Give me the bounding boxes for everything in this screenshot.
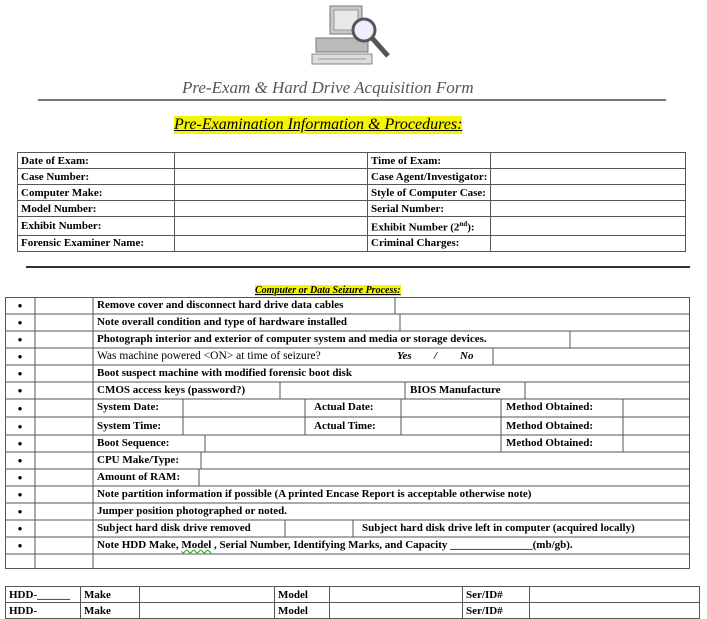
bios-label: BIOS Manufacture (410, 384, 501, 396)
hd-left-text: Subject hard disk drive left in computer (acquired locally) (362, 522, 635, 534)
table-row (6, 603, 700, 619)
model-number-label: Model Number: (18, 201, 175, 217)
hdd-label: HDD- (6, 603, 81, 619)
section-title: Pre-Examination Information & Procedures: (174, 116, 463, 133)
computer-make-field[interactable] (175, 185, 368, 201)
exhibit-number-2-label: Exhibit Number (2nd): (368, 217, 491, 236)
system-date-label: System Date: (97, 401, 160, 413)
table-row (18, 201, 686, 217)
model-number-field[interactable] (175, 201, 368, 217)
computer-magnifier-icon (308, 2, 408, 72)
boot-suspect-text: Boot suspect machine with modified forensic boot disk (97, 367, 352, 379)
exhibit-number-2-field[interactable] (491, 217, 686, 236)
form-title: Pre-Exam & Hard Drive Acquisition Form (182, 78, 474, 97)
hdd-model-field[interactable] (330, 587, 463, 603)
table-row (18, 153, 686, 169)
list-item: • (17, 487, 23, 502)
exam-info-table (17, 152, 686, 252)
table-row (18, 169, 686, 185)
list-item: • (17, 332, 23, 347)
case-agent-label: Case Agent/Investigator: (368, 169, 491, 185)
remove-cover-text: Remove cover and disconnect hard drive data cables (97, 299, 344, 311)
hdd-table (5, 586, 700, 619)
exhibit-number-field[interactable] (175, 217, 368, 236)
hdd-model-label: Model (275, 587, 330, 603)
note-condition-text: Note overall condition and type of hardware installed (97, 316, 348, 328)
photograph-text: Photograph interior and exterior of computer system and media or storage devices. (97, 333, 487, 345)
actual-date-label: Actual Date: (314, 401, 374, 413)
list-item: • (17, 419, 23, 434)
table-row (18, 185, 686, 201)
examiner-name-field[interactable] (175, 235, 368, 251)
table-row (18, 217, 686, 236)
date-of-exam-label: Date of Exam: (18, 153, 175, 169)
cpu-label: CPU Make/Type: (97, 454, 179, 466)
note-hdd-text: Note HDD Make, Model , Serial Number, Identifying Marks, and Capacity _______________(mb/gb). (97, 539, 573, 551)
style-case-field[interactable] (491, 185, 686, 201)
method-obtained-3-label: Method Obtained: (506, 437, 594, 449)
criminal-charges-label: Criminal Charges: (368, 235, 491, 251)
powered-text: Was machine powered <ON> at time of seizure? (97, 350, 321, 362)
jumper-text: Jumper position photographed or noted. (97, 505, 287, 517)
section-divider (26, 266, 690, 268)
hdd-label: HDD-______ (6, 587, 81, 603)
hdd-model-field[interactable] (330, 603, 463, 619)
style-case-label: Style of Computer Case: (368, 185, 491, 201)
hdd-ser-label: Ser/ID# (463, 587, 530, 603)
list-item: • (17, 453, 23, 468)
list-item: • (17, 521, 23, 536)
seizure-title: Computer or Data Seizure Process: (255, 285, 401, 296)
serial-number-label: Serial Number: (368, 201, 491, 217)
hdd-make-field[interactable] (140, 587, 275, 603)
table-row (18, 235, 686, 251)
time-of-exam-label: Time of Exam: (368, 153, 491, 169)
hdd-model-label: Model (275, 603, 330, 619)
list-item: • (17, 315, 23, 330)
actual-time-label: Actual Time: (314, 420, 376, 432)
examiner-name-label: Forensic Examiner Name: (18, 235, 175, 251)
table-row (6, 587, 700, 603)
hdd-ser-label: Ser/ID# (463, 603, 530, 619)
hdd-ser-field[interactable] (530, 587, 700, 603)
time-of-exam-field[interactable] (491, 153, 686, 169)
list-item: • (17, 383, 23, 398)
hd-removed-text: Subject hard disk drive removed (97, 522, 251, 534)
hdd-make-field[interactable] (140, 603, 275, 619)
list-item: • (17, 470, 23, 485)
exhibit-number-label: Exhibit Number: (18, 217, 175, 236)
list-item: • (17, 349, 23, 364)
list-item: • (17, 436, 23, 451)
serial-number-field[interactable] (491, 201, 686, 217)
list-item: • (17, 401, 23, 416)
case-number-label: Case Number: (18, 169, 175, 185)
slash-text: / (434, 350, 438, 362)
hdd-make-label: Make (81, 603, 140, 619)
hdd-make-label: Make (81, 587, 140, 603)
cmos-label: CMOS access keys (password?) (97, 384, 246, 396)
no-option[interactable]: No (460, 350, 474, 362)
list-item: • (17, 298, 23, 313)
list-item: • (17, 504, 23, 519)
partition-text: Note partition information if possible (A printed Encase Report is acceptable otherwise note) (97, 488, 532, 500)
yes-option[interactable]: Yes (397, 350, 412, 362)
list-item: • (17, 366, 23, 381)
case-agent-field[interactable] (491, 169, 686, 185)
boot-sequence-label: Boot Sequence: (97, 437, 170, 449)
hdd-ser-field[interactable] (530, 603, 700, 619)
method-obtained-2-label: Method Obtained: (506, 420, 594, 432)
system-time-label: System Time: (97, 420, 162, 432)
title-divider (38, 99, 666, 101)
criminal-charges-field[interactable] (491, 235, 686, 251)
case-number-field[interactable] (175, 169, 368, 185)
ram-label: Amount of RAM: (97, 471, 181, 483)
date-of-exam-field[interactable] (175, 153, 368, 169)
list-item: • (17, 538, 23, 553)
method-obtained-1-label: Method Obtained: (506, 401, 594, 413)
computer-make-label: Computer Make: (18, 185, 175, 201)
